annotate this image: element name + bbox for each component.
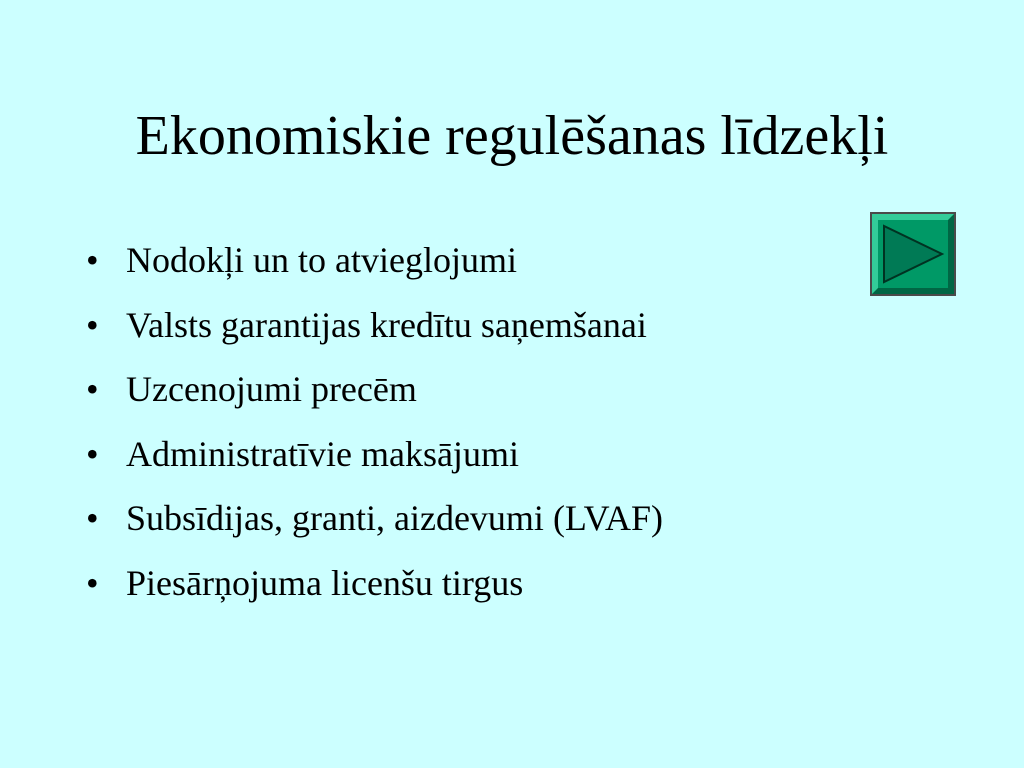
bullet-dot: • [86,369,99,409]
list-item-text: Nodokļi un to atvieglojumi [126,240,517,280]
list-item [86,228,663,293]
bullet-dot: • [86,240,99,280]
bullet-dot: • [86,498,99,538]
list-item [86,486,663,551]
bullet-list [86,228,663,615]
list-item-text: Subsīdijas, granti, aizdevumi (LVAF) [126,498,663,538]
bullet-dot: • [86,433,99,474]
next-slide-button[interactable] [870,212,956,296]
bullet-dot: • [86,304,99,345]
bullet-dot: • [86,562,99,603]
list-item-text: Administratīvie maksājumi [126,433,519,474]
play-next-icon [880,222,946,286]
list-item-text: Uzcenojumi precēm [126,369,417,409]
list-item-text: Valsts garantijas kredītu saņemšanai [126,304,647,345]
list-item [86,551,663,616]
list-item [86,422,663,487]
list-item [86,293,663,358]
slide-title: Ekonomiskie regulēšanas līdzekļi [135,105,889,167]
list-item [86,357,663,422]
list-item-text: Piesārņojuma licenšu tirgus [126,562,524,603]
